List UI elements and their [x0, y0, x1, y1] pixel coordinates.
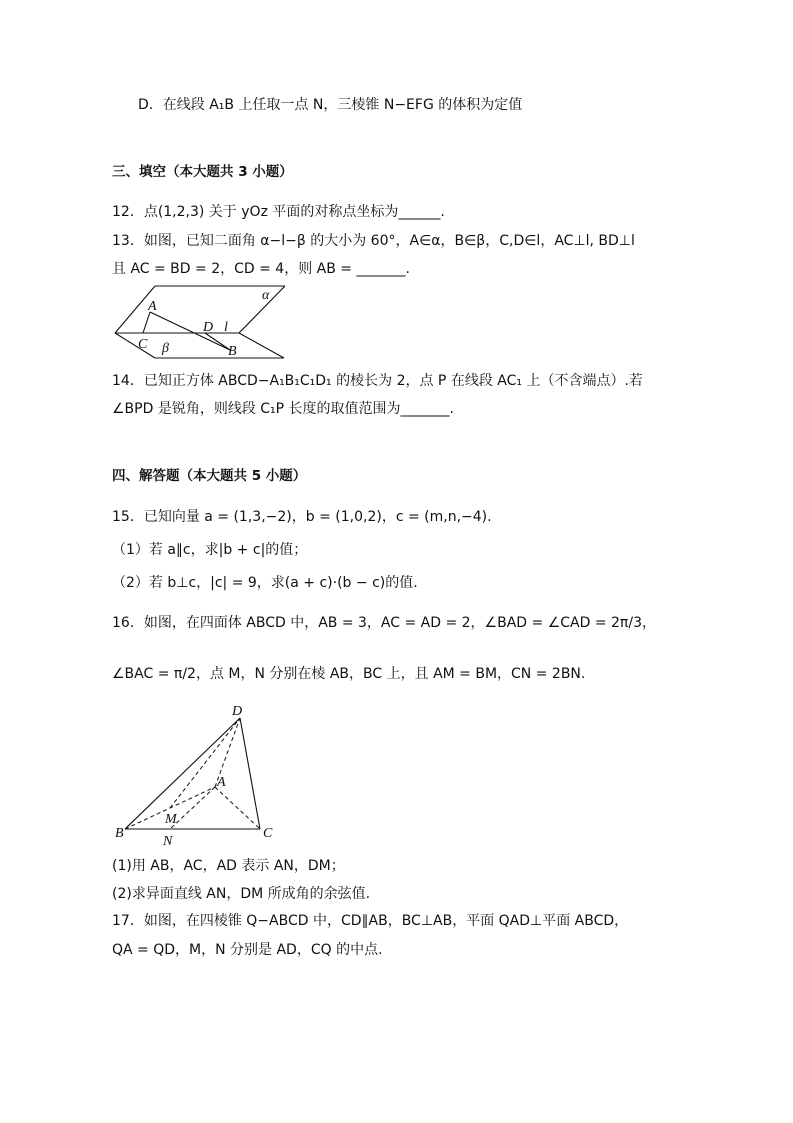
- segment-DM-dashed: [170, 718, 240, 808]
- label-A: A: [217, 775, 226, 790]
- alpha-plane-left-edge: [115, 286, 155, 333]
- segment-AB: [150, 312, 230, 350]
- beta-plane-right-edge: [239, 333, 284, 358]
- edge-BA-dashed: [125, 787, 215, 829]
- question-12: 12．点(1,2,3) 关于 yOz 平面的对称点坐标为______.: [112, 204, 445, 220]
- beta-plane-left-edge: [115, 333, 155, 358]
- edge-AD-dashed: [215, 718, 240, 787]
- label-A: A: [148, 299, 157, 314]
- question-16-line1: 16．如图，在四面体 ABCD 中，AB = 3，AC = AD = 2，∠BAD = ∠CAD = 2π/3，: [112, 615, 656, 631]
- question-17-line2: QA = QD，M，N 分别是 AD，CQ 的中点.: [112, 942, 383, 958]
- label-B: B: [115, 826, 124, 841]
- question-16-line2: ∠BAC = π/2，点 M，N 分别在棱 AB，BC 上，且 AM = BM，CN = 2BN.: [112, 666, 586, 682]
- question-15-part2: （2）若 b⊥c，|c| = 9，求(a + c)·(b − c)的值.: [112, 575, 418, 591]
- label-alpha: α: [262, 288, 270, 303]
- section-4-heading: 四、解答题（本大题共 5 小题）: [112, 468, 307, 484]
- segment-DB: [205, 333, 230, 350]
- label-D: D: [232, 704, 243, 719]
- label-l: l: [224, 320, 228, 335]
- label-M: M: [165, 812, 177, 827]
- edge-DC: [240, 718, 260, 829]
- edge-BD: [125, 718, 240, 829]
- question-16-part2: (2)求异面直线 AN，DM 所成角的余弦值.: [112, 886, 371, 902]
- label-C: C: [263, 826, 273, 841]
- question-16-part1: (1)用 AB，AC，AD 表示 AN，DM；: [112, 858, 345, 874]
- label-C: C: [138, 337, 148, 352]
- question-15-part1: （1）若 a∥c，求|b + c|的值；: [112, 542, 308, 558]
- label-D: D: [203, 320, 214, 335]
- question-14-line1: 14．已知正方体 ABCD−A₁B₁C₁D₁ 的棱长为 2，点 P 在线段 AC₁ 上（不含端点）.若: [112, 373, 643, 389]
- question-13-line1: 13．如图，已知二面角 α−l−β 的大小为 60°，A∈α，B∈β，C,D∈l，AC⊥l, BD⊥l: [112, 233, 635, 249]
- label-N: N: [163, 834, 173, 849]
- question-17-line1: 17．如图，在四棱锥 Q−ABCD 中，CD∥AB，BC⊥AB，平面 QAD⊥平面 ABCD，: [112, 913, 629, 929]
- label-beta: β: [162, 341, 169, 356]
- option-d-text: D．在线段 A₁B 上任取一点 N，三棱锥 N−EFG 的体积为定值: [138, 97, 523, 113]
- segment-AN-dashed: [170, 787, 215, 829]
- section-3-heading: 三、填空（本大题共 3 小题）: [112, 164, 293, 180]
- alpha-plane-right-edge: [239, 286, 285, 333]
- segment-AC: [143, 312, 150, 333]
- label-B: B: [228, 344, 237, 359]
- question-14-line2: ∠BPD 是锐角，则线段 C₁P 长度的取值范围为_______.: [112, 401, 455, 417]
- question-13-line2: 且 AC = BD = 2，CD = 4，则 AB = _______.: [112, 261, 410, 277]
- edge-AC-dashed: [215, 787, 260, 829]
- question-15: 15．已知向量 a = (1,3,−2)，b = (1,0,2)，c = (m,n,−4).: [112, 509, 492, 525]
